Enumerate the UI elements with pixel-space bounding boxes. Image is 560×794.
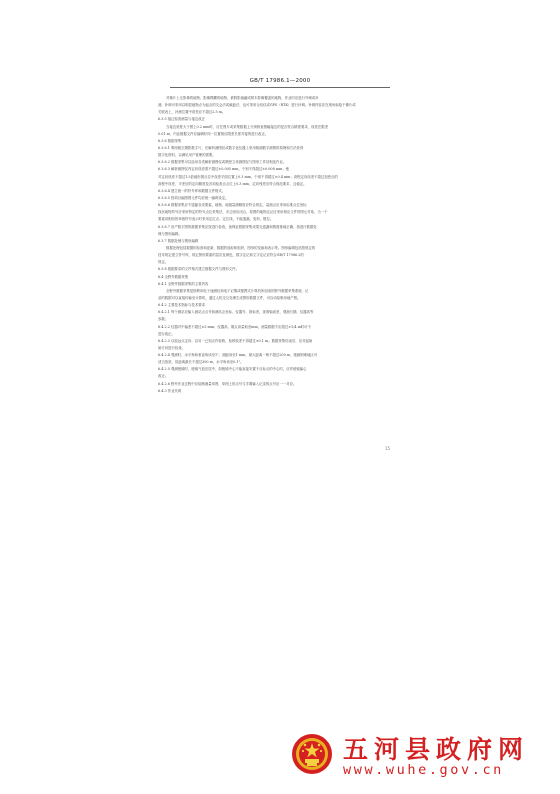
body-line: 适当放宽，但距离最长不超过300 m，水平角读至0.1"。 <box>158 360 244 365</box>
body-line: 技术规定建立符号库，规定图形要素的层次及颜色，数字注记和文字注记应符合GB/T 17986.2的 <box>158 253 304 258</box>
body-line: 理与图形编辑。 <box>158 231 182 236</box>
body-line: 6.4.2.4 观测时，水平角和垂直角读至1"，测距读至1 mm，最大距离一般不超过200 m，施测困难地区可 <box>158 353 318 358</box>
body-line: 6.4.2.5 观测棱镜时，棱镜气泡应居中，如棱镜中心不能直接安置于目标点的中心时，应作棱镜偏心 <box>158 367 307 372</box>
body-line: 数字化资料，以满足用户管理的需要。 <box>158 153 216 158</box>
body-line: 参数。 <box>158 317 169 322</box>
body-line: 6.3.6.4 建立统一的符号库和数据文件格式。 <box>158 188 226 193</box>
body-line: 6.4.2.1 每个测站应输入测站点点号和测站点坐标、仪器号、指标差、视准轴误差、观测日期、仪器高等 <box>158 310 314 315</box>
body-line: 6.3.8 根据要求的文件格式建立数据文件与图形文件。 <box>158 267 239 272</box>
body-line: 6.3.6.6 数据采集应不遗漏各类要素，地物、地貌量测精度应符合规定，量测点应采用标准点位坐标 <box>158 203 307 208</box>
body-line: 6.3.6.5 按项目编图图元件均应统一编码设定。 <box>158 195 229 200</box>
body-line: 6.4.2 主要技术指标与技术要求 <box>158 303 206 308</box>
body-line: 对定向误差不超过1.5倍地形图点位中误差平面位置上0.3 mm，个别不得超过±0.4 mm；高程定向误差不超过加密点的 <box>158 174 338 179</box>
body-line: 始方向进行检查。 <box>158 345 186 350</box>
standard-header: GB/T 17986.1—2000 <box>249 78 311 84</box>
document-body <box>158 95 394 395</box>
body-line: 全野外数据采集是指利用电子速测仪和电子记簿或便携式计算机所组成的野外数据采集系统，记 <box>166 288 309 293</box>
body-line: 线状地物符号应采用特定的符号点位采集法，多边形应闭合，原图的地物注记应采用相应文件的图元对象，当一个 <box>158 210 328 215</box>
body-line: 6.3.5 接边检查测量与接边改正 <box>158 117 206 122</box>
body-line: 当接边宽度大于图上0.2 mm时，应在图片或采集数据上分别核查图幅接边的是否符合精度要求，误差在限差 <box>166 124 329 129</box>
body-line: 6.4.2.3 以较远点定向；以另一已知点作检核，检核较差不得超过±0.1 m。数据采集结束后，应对起始 <box>158 338 313 343</box>
body-line: 关联表上，补测位置中误差应不超过2.5 m。 <box>158 110 226 115</box>
body-line: 6.4 全野外数据采集 <box>158 274 189 279</box>
national-emblem-icon <box>290 732 334 776</box>
watermark-site-title: 五河县政府网 <box>343 735 530 764</box>
body-line: 录的数据可以直接传输至计算机，通过人机交互处理生成图形数据文件，可自动绘制房地产图。 <box>158 295 301 300</box>
body-line: 高程中误差，平差后的定向精度及各项检查点点位上0.3 mm，定向残差应符合规范要求，且稳定。 <box>158 181 307 186</box>
body-line: 改正。 <box>158 374 169 379</box>
body-line: 6.4.2.6 野外作业过程中应绘制测量草图，草图上的点号与手簿输入记录的点号应一一对应。 <box>158 381 297 386</box>
body-line: 进行改正。 <box>158 331 175 336</box>
body-line: 6.3.6.1 利用航空摄影数字片，在解析测图仪或数字化仪器上采用航测数字测图的原理和方法获得 <box>158 145 304 150</box>
body-line: 6.3.6.3 解析测图仪内定向误差需不超过±0.005 mm，个别不得超过±0.008 mm；绝 <box>158 167 290 172</box>
body-line: 规定。 <box>158 260 169 265</box>
body-line: 6.4.1 全野外数据采集的主要内容 <box>158 281 209 286</box>
watermark-site-url: www.wuhe.gov.cn <box>343 762 504 778</box>
page-number: 15 <box>385 446 391 451</box>
body-line: 6.3.6 数据采集 <box>158 138 182 143</box>
body-line: 6.4.2.2 仪器对中偏差不超过±3 mm；仪器高、觇点高量取至mm，测量数据不应超过±1/4 m时可不 <box>158 324 311 329</box>
body-line: 测，补调可采用以明显地物点为起点的交会法或截距法，也可采用全站仪或GPS（RTK）进行补调。补调内容应在现场标绘于像片或 <box>158 103 356 108</box>
header-divider <box>170 87 390 88</box>
body-line: 对像片上无影像的地物、影像模糊的地物、被阴影遮蔽或树木影像覆盖的地物，作业时应进行外调或补 <box>166 96 319 100</box>
body-line: 6.3.6.2 数据采集可以选用各类解析测图仪或精密立体测图仪与图形工作站相连作业。 <box>158 160 287 165</box>
body-line: 6.3.6.7 房产数字图的数据采集应按进行检查，备保证数据采集成果无遗漏和图面基础正确，再进行数据处 <box>158 224 317 229</box>
body-line: 0.01 m，内业数据文件应编辑好同一位置相应限差长度对接的进行改正。 <box>158 131 269 136</box>
body-line: 6.3.7 数据处理与图形编辑 <box>158 238 199 243</box>
body-line: 6.4.3 作业代码 <box>158 388 182 393</box>
body-line: 要素用相同的单独符号表示时采用定位点、定位线，不能遗漏、变形、错位。 <box>158 217 274 222</box>
body-line: 数据处理包括数据的检查和更新，数据的选取和组织，图形的变换和表示等。图形编辑包括按规定的 <box>166 245 316 250</box>
